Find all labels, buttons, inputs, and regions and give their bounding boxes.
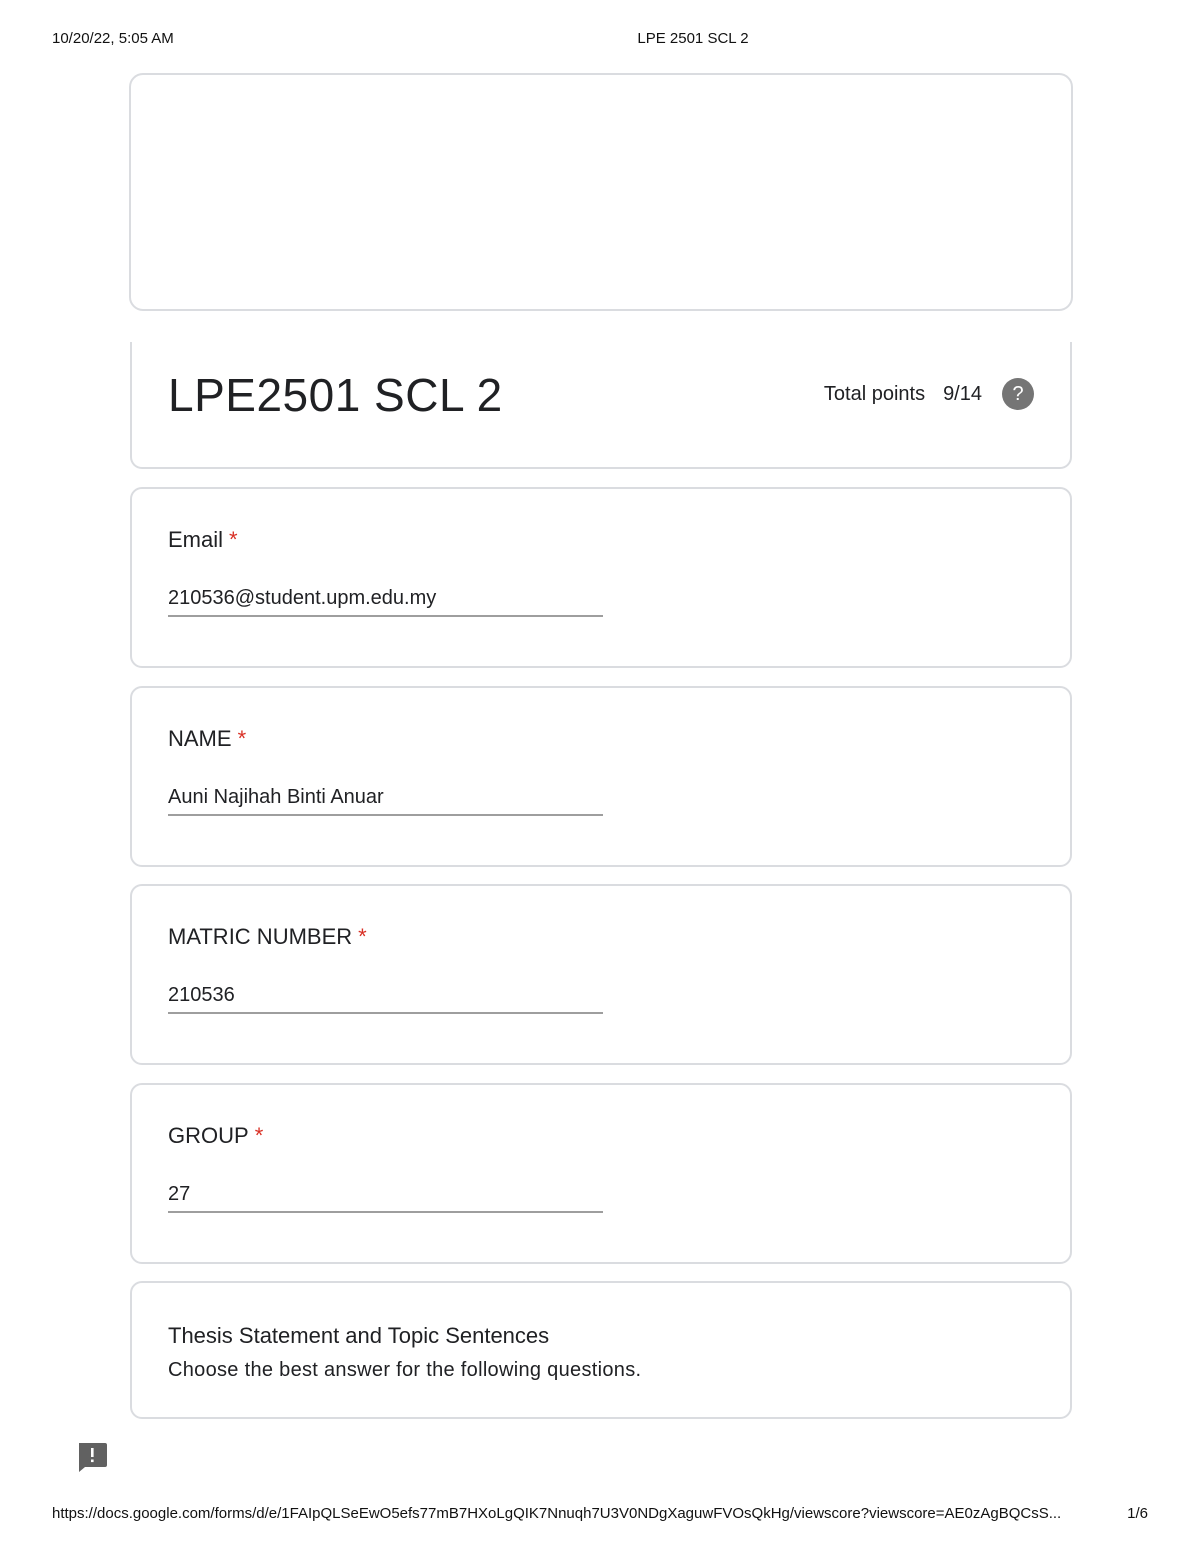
form-title: LPE2501 SCL 2	[168, 369, 503, 421]
total-points-value: 9/14	[943, 382, 982, 405]
print-header	[0, 30, 1200, 50]
question-label	[168, 924, 367, 950]
page-url: https://docs.google.com/forms/d/e/1FAIpQLSeEwO5efs77mB7HXoLgQIK7Nnuqh7U3V0NDgXaguwFVOsQkHg/viewscore?viewscore=AE0zAgBQCsS...	[52, 1505, 1062, 1522]
section-description: Choose the best answer for the following questions.	[168, 1359, 642, 1381]
form-title-card	[130, 342, 1072, 469]
question-card-name	[130, 686, 1072, 867]
required-asterisk: *	[254, 1123, 264, 1148]
group-answer: 27	[168, 1181, 603, 1213]
question-label-text: Email	[168, 527, 224, 552]
section-card	[130, 1281, 1072, 1419]
question-label-text: MATRIC NUMBER	[168, 924, 353, 949]
required-asterisk: *	[237, 726, 247, 751]
help-circle-icon[interactable]: ?	[1002, 378, 1034, 410]
question-label	[168, 726, 246, 752]
section-title: Thesis Statement and Topic Sentences	[168, 1323, 550, 1348]
name-answer: Auni Najihah Binti Anuar	[168, 784, 603, 816]
total-points	[824, 378, 1034, 410]
required-asterisk: *	[229, 527, 238, 552]
print-title: LPE 2501 SCL 2	[637, 30, 749, 47]
question-label	[168, 527, 238, 553]
email-answer: 210536@student.upm.edu.my	[168, 585, 603, 617]
print-footer	[0, 1505, 1200, 1525]
feedback-icon[interactable]	[76, 1441, 108, 1473]
header-banner-card	[129, 73, 1073, 311]
print-datetime: 10/20/22, 5:05 AM	[52, 30, 174, 47]
question-label	[168, 1123, 263, 1149]
page-number: 1/6	[1127, 1505, 1148, 1522]
question-card-matric-number	[130, 884, 1072, 1065]
required-asterisk: *	[358, 924, 367, 949]
question-label-text: NAME	[168, 726, 232, 751]
total-points-label: Total points	[823, 382, 926, 405]
question-card-group	[130, 1083, 1072, 1264]
question-label-text: GROUP	[168, 1123, 249, 1148]
matric-number-answer: 210536	[168, 982, 603, 1014]
question-card-email	[130, 487, 1072, 668]
